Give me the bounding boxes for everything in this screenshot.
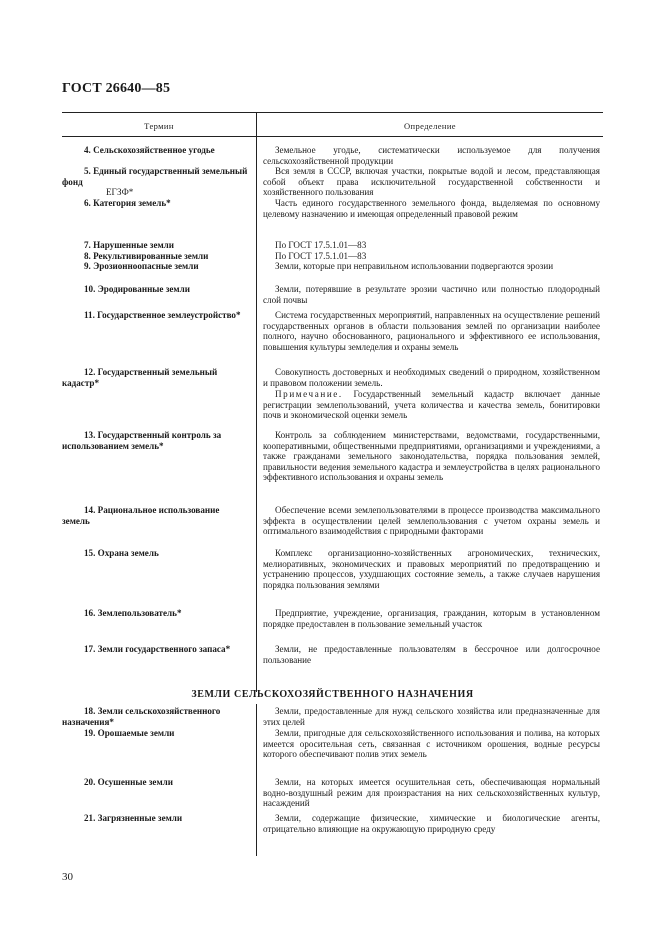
term-5-label: 5. Единый государственный земельный фонд bbox=[62, 166, 248, 187]
definition-19: Земли, пригодные для сельскохозяйственного использования и полива, на которых имеется оросительная сеть, связанная с источником орошения, водные ресурсы которого обеспечивают полив этих земель bbox=[263, 728, 600, 760]
term-20: 20. Осушенные земли bbox=[84, 777, 174, 787]
term-14: 14. Рациональное использование земель bbox=[62, 505, 220, 526]
definition-5: Вся земля в СССР, включая участки, покрытые водой и лесом, представляющая собой объект права исключительной государственной собственности и хозяйственного пользования bbox=[263, 166, 600, 198]
definition-10: Земли, потерявшие в результате эрозии частично или полностью плодородный слой почвы bbox=[263, 284, 600, 305]
column-header-terms: Термин bbox=[144, 121, 174, 131]
term-10: 10. Эродированные земли bbox=[84, 284, 190, 294]
definition-18: Земли, предоставленные для нужд сельского хозяйства или предназначенные для этих целей bbox=[263, 706, 600, 727]
term-15: 15. Охрана земель bbox=[84, 548, 159, 558]
note-label: Примечание. bbox=[275, 389, 343, 399]
term-8: 8. Рекультивированные земли bbox=[84, 251, 209, 261]
term-19: 19. Орошаемые земли bbox=[84, 728, 175, 738]
definition-21: Земли, содержащие физические, химические и биологические агенты, отрицательно влияющие на окружающую природную среду bbox=[263, 813, 600, 834]
section-title: ЗЕМЛИ СЕЛЬСКОХОЗЯЙСТВЕННОГО НАЗНАЧЕНИЯ bbox=[191, 689, 474, 700]
term-5 bbox=[62, 166, 248, 198]
definition-4: Земельное угодье, систематически используемое для получения сельскохозяйственной продукции bbox=[263, 145, 600, 166]
column-header-definitions: Определение bbox=[404, 121, 456, 131]
definition-6: Часть единого государственного земельного фонда, выделяемая по основному целевому назначению и имеющая определенный правовой режим bbox=[263, 198, 600, 219]
term-13: 13. Государственный контроль за использованием земель* bbox=[62, 430, 222, 451]
definition-7: По ГОСТ 17.5.1.01—83 bbox=[275, 240, 367, 250]
column-divider bbox=[256, 112, 257, 692]
term-16: 16. Землепользователь* bbox=[84, 608, 182, 618]
term-9: 9. Эрозионноопасные земли bbox=[84, 261, 199, 271]
term-18: 18. Земли сельскохозяйственного назначения* bbox=[62, 706, 221, 727]
term-17: 17. Земли государственного запаса* bbox=[84, 644, 231, 654]
term-6: 6. Категория земель* bbox=[84, 198, 171, 208]
definition-14: Обеспечение всеми землепользователями в процессе производства максимального эффекта в осуществлении целей землепользования с учетом охраны земель и оптимального взаимодействия с природными факторами bbox=[263, 505, 600, 537]
definition-8: По ГОСТ 17.5.1.01—83 bbox=[275, 251, 367, 261]
definition-20: Земли, на которых имеется осушительная сеть, обеспечивающая нормальный водно-воздушный режим для произрастания на них сельскохозяйственных культур, насаждений bbox=[263, 777, 600, 809]
column-divider-section bbox=[256, 704, 257, 856]
page-number: 30 bbox=[62, 871, 73, 883]
term-4: 4. Сельскохозяйственное угодье bbox=[84, 145, 215, 155]
definition-15: Комплекс организационно-хозяйственных агрономических, технических, мелиоративных, экономических и правовых мероприятий по предотвращению и устранению процессов, ухудшающих состояние земель, а также случаев нарушения порядка пользования землями bbox=[263, 548, 600, 590]
term-21: 21. Загрязненные земли bbox=[84, 813, 183, 823]
term-12: 12. Государственный земельный кадастр* bbox=[62, 367, 218, 388]
definition-9: Земли, которые при неправильном использовании подвергаются эрозии bbox=[275, 261, 554, 271]
definition-12-note bbox=[263, 389, 600, 421]
note-text: Государственный земельный кадастр включает данные регистрации землепользований, учета количества и качества земель, бонитировки почв и экономической оценки земель bbox=[263, 389, 600, 421]
table-header-rule bbox=[62, 136, 603, 137]
definition-13: Контроль за соблюдением министерствами, ведомствами, государственными, кооперативными, общественными предприятиями, организациями и учреждениями, а также гражданами земельного законодательства, порядка пользования землей, правильности ведения земельного кадастра и землеустройства в целях рационального эффективного использования и охраны земель bbox=[263, 430, 600, 483]
term-5-abbreviation: ЕГЗФ* bbox=[106, 187, 134, 198]
term-7: 7. Нарушенные земли bbox=[84, 240, 175, 250]
definition-16: Предприятие, учреждение, организация, гражданин, которым в установленном порядке предоставлен в пользование земельный участок bbox=[263, 608, 600, 629]
term-11: 11. Государственное землеустройство* bbox=[84, 310, 241, 320]
document-code: ГОСТ 26640—85 bbox=[62, 81, 171, 96]
table-top-rule bbox=[62, 112, 603, 113]
definition-11: Система государственных мероприятий, направленных на осуществление решений государственных органов в области пользования землей по организации наиболее полного, научно обоснованного, рационального и эффективного ее использования, повышения культуры земледелия и охраны земель bbox=[263, 310, 600, 352]
definition-12: Совокупность достоверных и необходимых сведений о природном, хозяйственном и правовом положении земель. bbox=[263, 367, 600, 388]
definition-17: Земли, не предоставленные пользователям в бессрочное или долгосрочное пользование bbox=[263, 644, 600, 665]
